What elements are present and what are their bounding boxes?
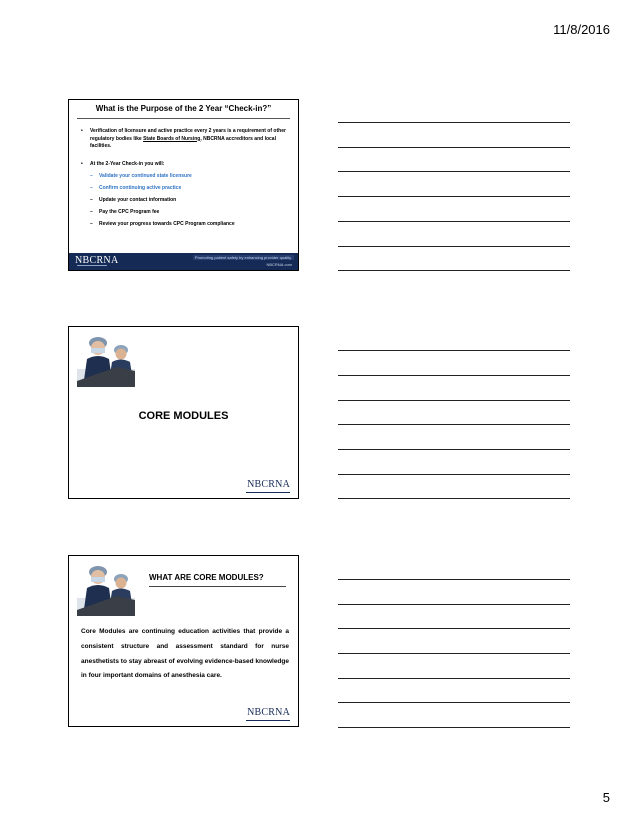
note-line — [338, 653, 570, 654]
note-line — [338, 400, 570, 401]
slide-thumbnail-what-are-core-modules — [68, 555, 299, 727]
slide-thumbnail-core-modules — [68, 326, 299, 499]
note-line — [338, 678, 570, 679]
subitem-licensure — [90, 173, 290, 180]
slide-body-text: Core Modules are continuing education activities that provide a consistent structure and assessment standard for nurse anesthetists to stay abreast of evolving evidence-based knowledge in four important domains of anesthesia care. — [81, 628, 289, 680]
dash-icon: – — [90, 209, 93, 215]
bullet-dot-icon: • — [81, 128, 83, 134]
note-line — [338, 449, 570, 450]
footer-tagline: Promoting patient safety by enhancing provider quality. — [194, 255, 292, 260]
subitem-text: Review your progress towards CPC Program compliance — [99, 221, 235, 227]
bullet-text: Verification of licensure and active practice every 2 years is a requirement of other regulatory bodies like — [90, 128, 286, 142]
subitem-text: Confirm continuing active practice — [99, 185, 182, 191]
note-line — [338, 221, 570, 222]
bullet-text-end: , NBCRNA accreditors and local facilities. — [90, 135, 276, 149]
subitem-contact — [90, 197, 290, 204]
page-date: 11/8/2016 — [553, 22, 610, 37]
logo-underline — [246, 720, 290, 721]
note-line — [338, 375, 570, 376]
note-line — [338, 727, 570, 728]
note-line — [338, 498, 570, 499]
footer-url: NBCRNA.com — [266, 262, 292, 267]
slide-thumbnail-purpose — [68, 99, 299, 271]
nbcrna-logo: NBCRNA — [247, 479, 290, 490]
note-line — [338, 628, 570, 629]
note-line — [338, 147, 570, 148]
dash-icon: – — [90, 221, 93, 227]
note-line — [338, 604, 570, 605]
dash-icon: – — [90, 173, 93, 179]
nbcrna-logo: NBCRNA — [247, 707, 290, 718]
note-line — [338, 122, 570, 123]
subitem-text: Update your contact information — [99, 197, 177, 203]
slide-title: WHAT ARE CORE MODULES? — [149, 573, 264, 582]
page-number: 5 — [602, 790, 610, 805]
note-line — [338, 246, 570, 247]
subitem-progress — [90, 221, 290, 228]
title-divider — [77, 118, 290, 119]
bullet-verification — [81, 128, 286, 151]
subitem-text: Validate your continued state licensure — [99, 173, 192, 179]
logo-underline — [77, 265, 107, 266]
bullet-checkin — [81, 161, 286, 169]
note-line — [338, 270, 570, 271]
nbcrna-logo: NBCRNA — [75, 255, 119, 266]
title-divider — [149, 586, 286, 587]
note-line — [338, 474, 570, 475]
note-line — [338, 424, 570, 425]
note-line — [338, 171, 570, 172]
logo-underline — [246, 492, 290, 493]
state-boards-link-text: State Boards of Nursing — [143, 135, 201, 142]
anesthetists-photo — [77, 329, 135, 387]
subitem-practice — [90, 185, 290, 192]
slide-title: CORE MODULES — [138, 410, 229, 422]
anesthetists-photo — [77, 558, 135, 616]
note-line — [338, 196, 570, 197]
note-line — [338, 702, 570, 703]
note-line — [338, 350, 570, 351]
note-line — [338, 579, 570, 580]
dash-icon: – — [90, 185, 93, 191]
slide-title: What is the Purpose of the 2 Year “Check-in?” — [95, 104, 272, 113]
bullet-text: At the 2-Year Check-in you will: — [90, 161, 165, 167]
subitem-fee — [90, 209, 290, 216]
bullet-dot-icon: • — [81, 161, 83, 167]
subitem-text: Pay the CPC Program fee — [99, 209, 160, 215]
dash-icon: – — [90, 197, 93, 203]
slide-footer-banner — [69, 253, 298, 270]
